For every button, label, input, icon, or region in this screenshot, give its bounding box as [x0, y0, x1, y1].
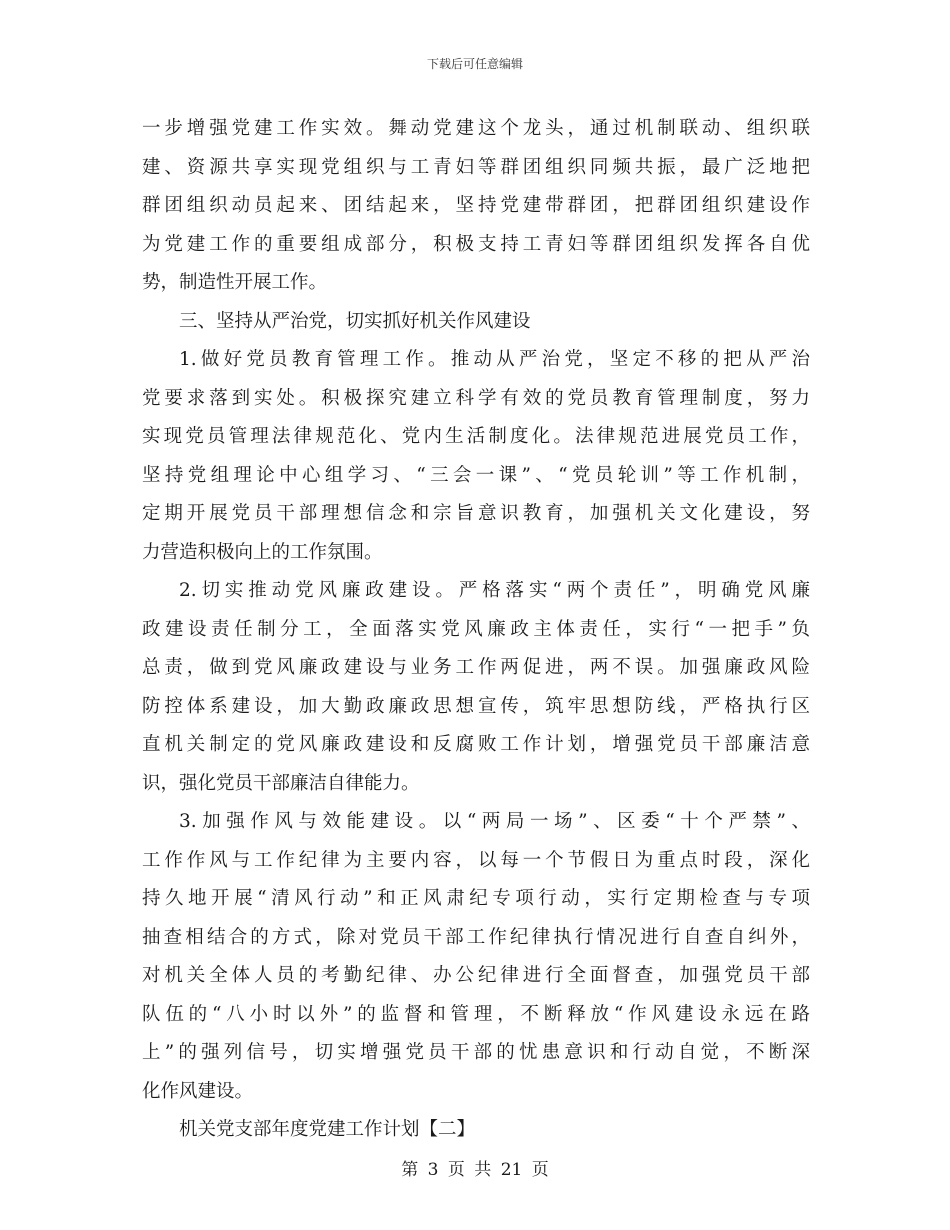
- page-footer: 第 3 页 共 21 页: [401, 1160, 549, 1180]
- text-line: 党要求落到实处。积极探究建立科学有效的党员教育管理制度，努力: [142, 387, 810, 409]
- text-line: 政建设责任制分工，全面落实党风廉政主体责任，实行“一把手”负: [142, 618, 810, 640]
- text-line: 定期开展党员干部理想信念和宗旨意识教育，加强机关文化建设，努: [142, 503, 810, 524]
- text-line: 实现党员管理法律规范化、党内生活制度化。法律规范进展党员工作，: [142, 426, 810, 447]
- text-line: 化作风建设。: [142, 1080, 254, 1102]
- text-line: 持久地开展“清风行动”和正风肃纪专项行动，实行定期检查与专项: [142, 888, 810, 909]
- text-line: 力营造积极向上的工作氛围。: [142, 541, 383, 563]
- page-header: 下载后可任意编辑: [426, 57, 523, 71]
- text-line: 识，强化党员干部廉洁自律能力。: [142, 772, 420, 794]
- text-line: 对机关全体人员的考勤纪律、办公纪律进行全面督查，加强党员干部: [142, 965, 810, 986]
- text-line: 直机关制定的党风廉政建设和反腐败工作计划，增强党员干部廉洁意: [142, 734, 810, 755]
- text-line: 建、资源共享实现党组织与工青妇等群团组织同频共振，最广泛地把: [142, 156, 810, 178]
- text-line: 一步增强党建工作实效。舞动党建这个龙头，通过机制联动、组织联: [142, 118, 810, 139]
- document-body: [142, 110, 810, 1150]
- text-line: 为党建工作的重要组成部分，积极支持工青妇等群团组织发挥各自优: [142, 233, 810, 255]
- text-line: 三、坚持从严治党，切实抓好机关作风建设: [179, 310, 531, 332]
- text-line: 坚持党组理论中心组学习、“三会一课”、“党员轮训”等工作机制，: [142, 464, 810, 486]
- text-line: 1.做好党员教育管理工作。推动从严治党，坚定不移的把从严治: [179, 349, 810, 370]
- text-line: 防控体系建设，加大勤政廉政思想宣传，筑牢思想防线，严格执行区: [142, 695, 810, 717]
- text-line: 2.切实推动党风廉政建设。严格落实“两个责任”，明确党风廉: [179, 580, 810, 601]
- text-line: 机关党支部年度党建工作计划【二】: [179, 1119, 476, 1140]
- text-line: 总责，做到党风廉政建设与业务工作两促进，两不误。加强廉政风险: [142, 657, 810, 678]
- text-line: 群团组织动员起来、团结起来，坚持党建带群团，把群团组织建设作: [142, 195, 810, 216]
- text-line: 队伍的“八小时以外”的监督和管理，不断释放“作风建设永远在路: [142, 1003, 810, 1025]
- text-line: 工作作风与工作纪律为主要内容，以每一个节假日为重点时段，深化: [142, 849, 810, 871]
- text-line: 抽查相结合的方式，除对党员干部工作纪律执行情况进行自查自纠外，: [142, 926, 810, 948]
- text-line: 3.加强作风与效能建设。以“两局一场”、区委“十个严禁”、: [179, 811, 810, 832]
- text-line: 势，制造性开展工作。: [142, 272, 328, 293]
- text-line: 上”的强列信号，切实增强党员干部的忧患意识和行动自觉，不断深: [142, 1042, 810, 1063]
